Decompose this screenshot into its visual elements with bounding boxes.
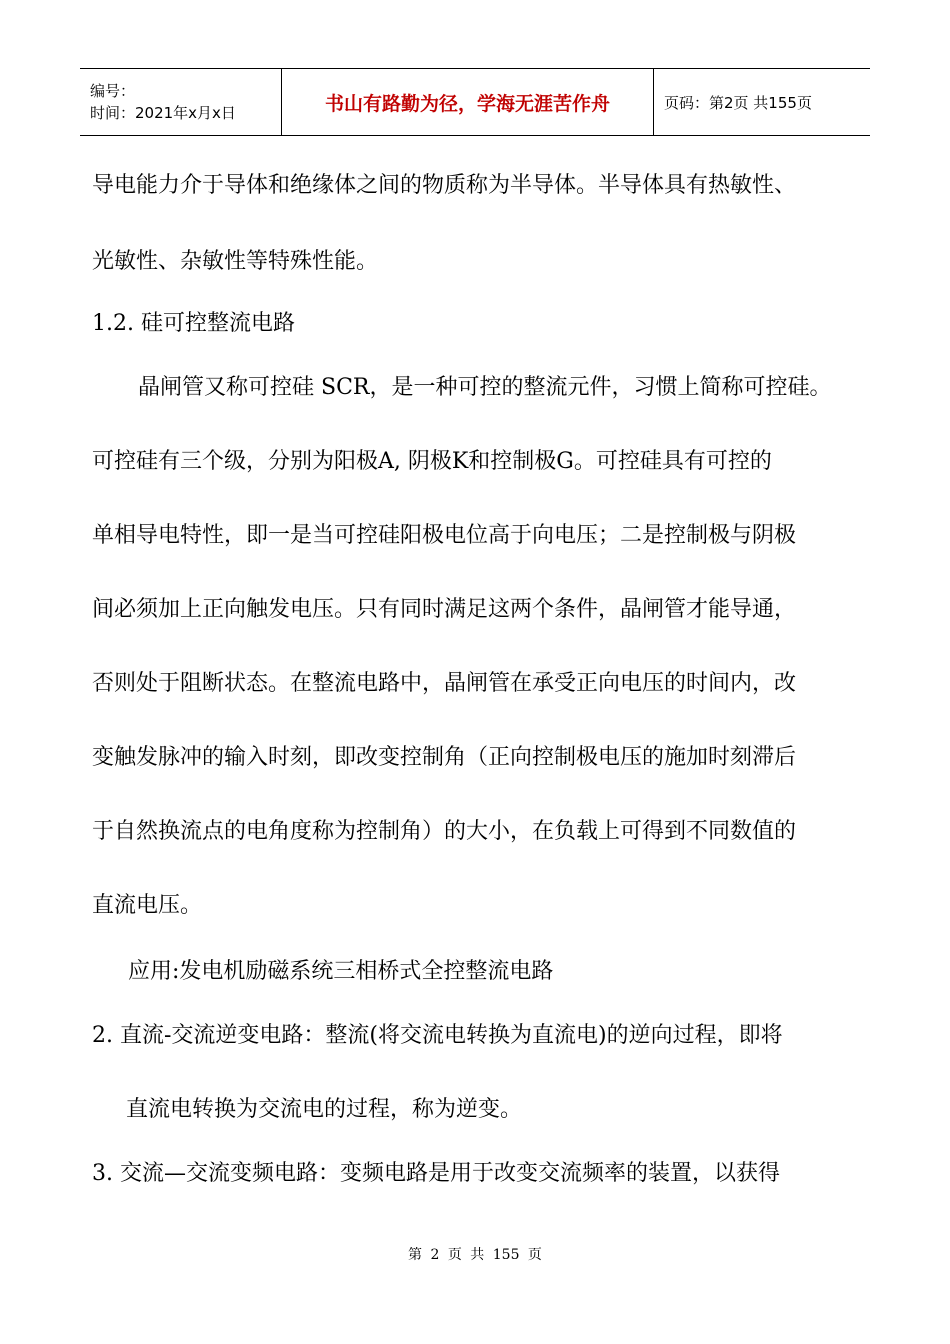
body-line: 可控硅有三个级，分别为阳极A, 阴极K和控制极G。可控硅具有可控的 — [92, 449, 772, 474]
page-footer: 第 2 页 共 155 页 — [408, 1247, 542, 1263]
list-item: 3. 交流—交流变频电路：变频电路是用于改变交流频率的装置，以获得 — [92, 1161, 780, 1186]
header-meta — [80, 69, 282, 135]
list-item: 2. 直流-交流逆变电路：整流(将交流电转换为直流电)的逆向过程，即将 — [92, 1023, 783, 1048]
body-line: 否则处于阻断状态。在整流电路中，晶闸管在承受正向电压的时间内，改 — [92, 671, 797, 696]
body-line: 于自然换流点的电角度称为控制角）的大小，在负载上可得到不同数值的 — [92, 819, 797, 844]
paragraph-first-line: 晶闸管又称可控硅 SCR，是一种可控的整流元件，习惯上简称可控硅。 — [138, 375, 832, 400]
body-line: 直流电压。 — [92, 893, 203, 918]
body-line: 单相导电特性，即一是当可控硅阳极电位高于向电压；二是控制极与阴极 — [92, 523, 797, 548]
application-line: 应用:发电机励磁系统三相桥式全控整流电路 — [128, 959, 554, 984]
body-line: 变触发脉冲的输入时刻，即改变控制角（正向控制极电压的施加时刻滞后 — [92, 745, 797, 770]
body-line: 导电能力介于导体和绝缘体之间的物质称为半导体。半导体具有热敏性、 — [92, 173, 797, 198]
header-page-info: 页码：第2页 共155页 — [664, 93, 812, 112]
list-item-continuation: 直流电转换为交流电的过程，称为逆变。 — [126, 1097, 523, 1122]
header-page-info-cell — [654, 69, 870, 135]
body-line: 间必须加上正向触发电压。只有同时满足这两个条件，晶闸管才能导通， — [92, 597, 797, 622]
document-time-label: 时间：2021年x月x日 — [90, 104, 236, 122]
document-number-label: 编号： — [90, 82, 136, 100]
header-motto: 书山有路勤为径，学海无涯苦作舟 — [324, 92, 610, 115]
header-motto-cell — [282, 69, 654, 135]
section-heading: 1.2. 硅可控整流电路 — [92, 311, 295, 336]
page-header — [80, 68, 870, 136]
body-line: 光敏性、杂敏性等特殊性能。 — [92, 249, 379, 274]
